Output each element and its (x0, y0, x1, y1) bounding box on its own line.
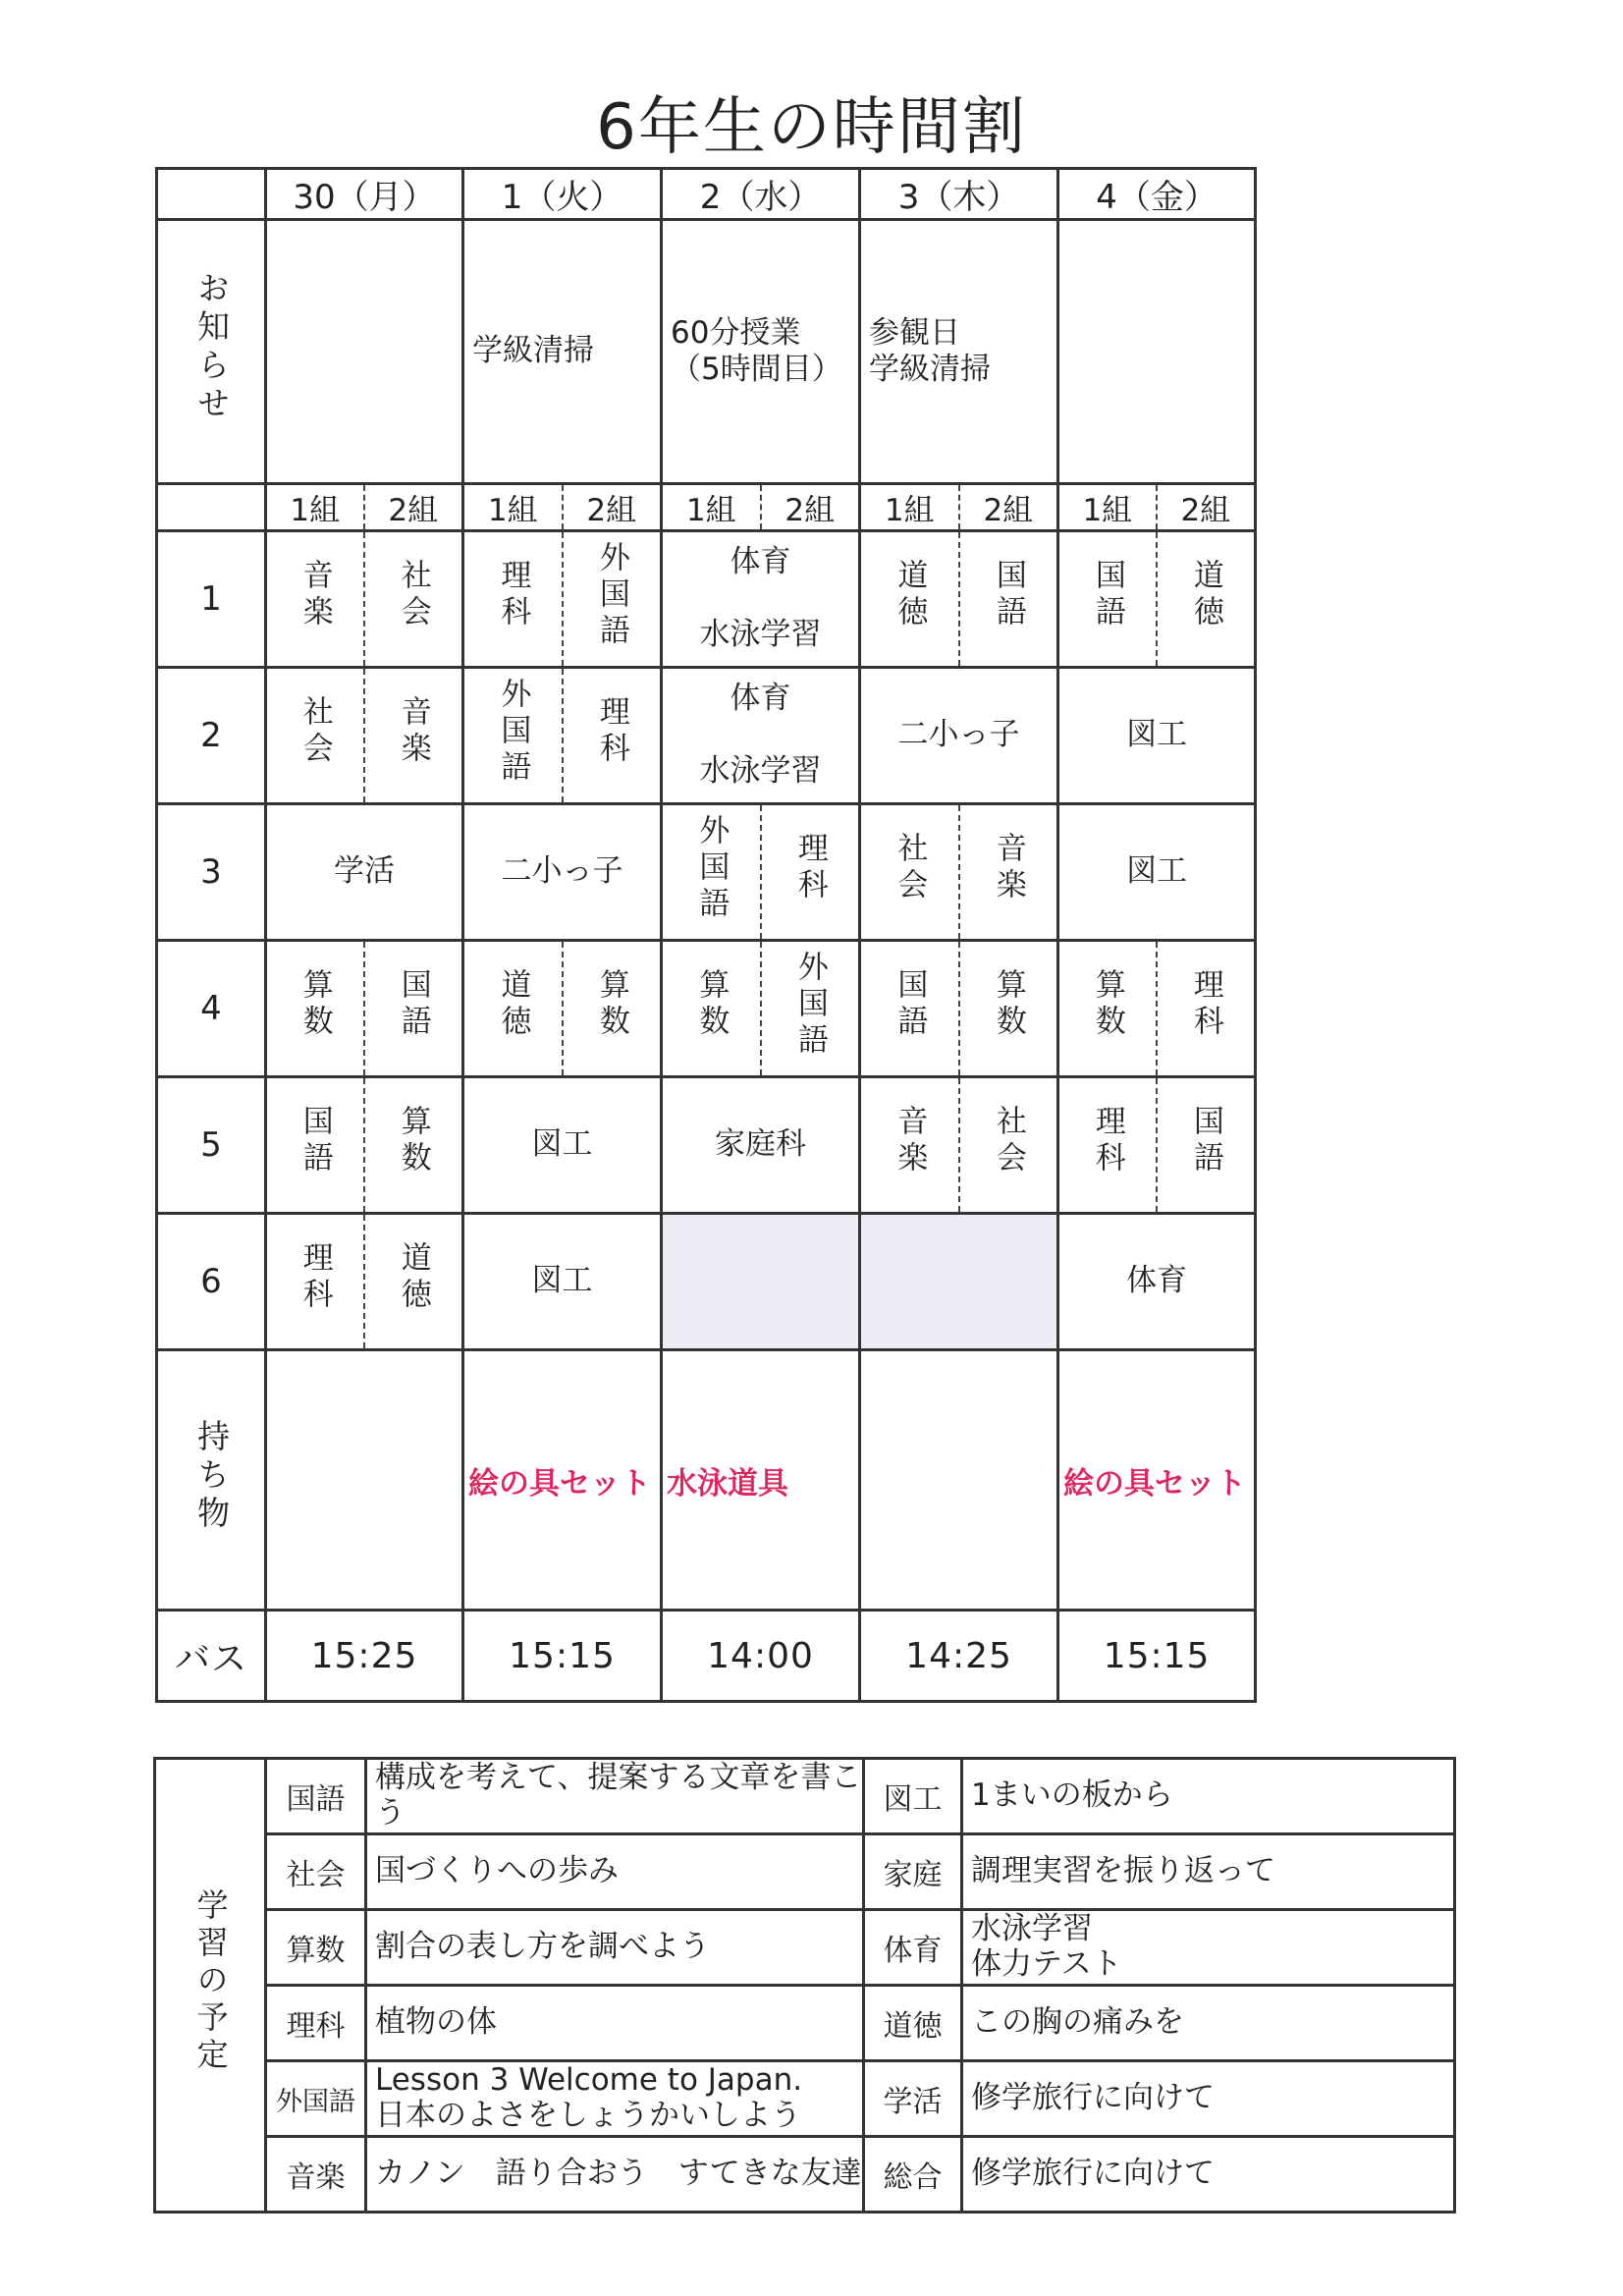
day-header: 4（金） (1058, 169, 1256, 220)
subject-cell (563, 531, 662, 668)
subject-cell (860, 1077, 959, 1214)
plan-content: この胸の痛みを (962, 1986, 1455, 2061)
subject-cell (364, 668, 463, 804)
subject-text: 社会 (395, 559, 431, 631)
timetable (155, 167, 1456, 1703)
bus-time: 15:15 (1058, 1611, 1256, 1702)
subject-cell-combined: 図工 (463, 1077, 662, 1214)
plan-row (155, 1834, 1455, 1910)
subject-text: 音楽 (892, 1105, 928, 1177)
subject-cell (1058, 531, 1157, 668)
bus-time: 15:25 (266, 1611, 463, 1702)
plan-subject: 道徳 (864, 1986, 962, 2061)
subject-text: 算数 (1089, 968, 1125, 1041)
notice-cell: 学級清掃 (463, 220, 662, 484)
plan-subject: 家庭 (864, 1834, 962, 1910)
plan-content: 修学旅行に向けて (962, 2137, 1455, 2213)
class-label-2: 2組 (959, 484, 1058, 531)
subject-cell (860, 804, 959, 941)
subject-text: 道徳 (495, 968, 531, 1041)
subject-cell (860, 531, 959, 668)
subject-cell (266, 1077, 364, 1214)
plan-label (155, 1759, 266, 2213)
plan-row (155, 2137, 1455, 2213)
subject-text: 理科 (495, 559, 531, 631)
class-label-1: 1組 (266, 484, 364, 531)
subject-cell (959, 531, 1058, 668)
subject-cell (662, 941, 761, 1077)
class-label-2: 2組 (563, 484, 662, 531)
subject-cell (1058, 941, 1157, 1077)
subject-text: 社会 (892, 832, 928, 904)
plan-subject: 社会 (266, 1834, 366, 1910)
items-cell (860, 1350, 1058, 1611)
page-title: 6年生の時間割 (596, 91, 1027, 164)
plan-subject: 理科 (266, 1986, 366, 2061)
subject-cell (364, 941, 463, 1077)
subject-text: 算数 (297, 968, 333, 1041)
subject-cell (563, 941, 662, 1077)
subject-cell (266, 941, 364, 1077)
subject-text: 道徳 (395, 1241, 431, 1314)
items-cell: 絵の具セット (463, 1350, 662, 1611)
subject-cell-combined: 学活 (266, 804, 463, 941)
subject-text: 理科 (297, 1241, 333, 1314)
plan-content: 割合の表し方を調べよう (366, 1910, 864, 1986)
subject-cell (1157, 531, 1256, 668)
items-label (157, 1350, 266, 1611)
notice-label (157, 220, 266, 484)
day-header-row (157, 169, 1455, 220)
plan-subject: 体育 (864, 1910, 962, 1986)
margin-cell (1256, 1077, 1455, 1214)
subject-text: 算数 (593, 968, 629, 1041)
subject-text: 外国語 (791, 950, 828, 1060)
notice-label-text: お知らせ (192, 271, 232, 424)
day-header: 30（月） (266, 169, 463, 220)
subject-cell (860, 941, 959, 1077)
subject-cell (959, 1077, 1058, 1214)
plan-subject: 算数 (266, 1910, 366, 1986)
plan-subject: 図工 (864, 1759, 962, 1834)
subject-text: 社会 (990, 1105, 1026, 1177)
subject-cell (364, 1214, 463, 1350)
items-cell: 水泳道具 (662, 1350, 860, 1611)
day-header: 2（水） (662, 169, 860, 220)
bus-time: 14:25 (860, 1611, 1058, 1702)
subject-cell (662, 804, 761, 941)
period-number: 5 (157, 1077, 266, 1214)
period-row (157, 941, 1455, 1077)
period-number: 6 (157, 1214, 266, 1350)
timetable-body (157, 169, 1455, 1702)
subject-text: 国語 (1089, 559, 1125, 631)
subject-text: 算数 (395, 1105, 431, 1177)
plan-subject: 音楽 (266, 2137, 366, 2213)
subject-cell (1157, 941, 1256, 1077)
subject-text: 外国語 (693, 813, 730, 923)
subject-text: 社会 (297, 695, 333, 768)
class-label-1: 1組 (662, 484, 761, 531)
subject-cell (364, 531, 463, 668)
day-header: 1（火） (463, 169, 662, 220)
plan-label-text: 学習の予定 (191, 1887, 230, 2075)
plan-content: 水泳学習 体力テスト (962, 1910, 1455, 1986)
subject-text: 国語 (892, 968, 928, 1041)
notice-row (157, 220, 1455, 484)
plan-content: 構成を考えて、提案する文章を書こう (366, 1759, 864, 1834)
subject-text: 道徳 (1187, 559, 1223, 631)
period-row (157, 668, 1455, 804)
class-label-1: 1組 (1058, 484, 1157, 531)
subject-cell-combined: 図工 (1058, 668, 1256, 804)
margin-cell (1256, 668, 1455, 804)
plan-subject: 国語 (266, 1759, 366, 1834)
bus-time: 14:00 (662, 1611, 860, 1702)
period-row (157, 804, 1455, 941)
margin-cell (1256, 220, 1455, 484)
bus-label: バス (157, 1611, 266, 1702)
class-label-corner (157, 484, 266, 531)
plan-row (155, 1910, 1455, 1986)
subject-text: 理科 (1187, 968, 1223, 1041)
subject-cell (266, 531, 364, 668)
subject-cell (364, 1077, 463, 1214)
class-label-1: 1組 (463, 484, 563, 531)
subject-cell-combined: 二小っ子 (463, 804, 662, 941)
period-row (157, 531, 1455, 668)
class-label-2: 2組 (364, 484, 463, 531)
subject-cell (463, 941, 563, 1077)
subject-cell (1157, 1077, 1256, 1214)
subject-cell (959, 941, 1058, 1077)
subject-text: 国語 (990, 559, 1026, 631)
subject-text: 外国語 (495, 677, 531, 787)
subject-cell (761, 941, 860, 1077)
plan-row (155, 1759, 1455, 1834)
subject-text: 音楽 (990, 832, 1026, 904)
subject-cell-combined: 体育 水泳学習 (662, 668, 860, 804)
plan-content: 修学旅行に向けて (962, 2061, 1455, 2137)
subject-text: 国語 (395, 968, 431, 1041)
class-label-2: 2組 (1157, 484, 1256, 531)
subject-cell-combined: 家庭科 (662, 1077, 860, 1214)
day-header: 3（木） (860, 169, 1058, 220)
period-row (157, 1214, 1455, 1350)
subject-cell-combined: 二小っ子 (860, 668, 1058, 804)
margin-cell (1256, 941, 1455, 1077)
margin-cell (1256, 1611, 1455, 1702)
subject-cell (563, 668, 662, 804)
plan-row (155, 1986, 1455, 2061)
subject-cell (463, 531, 563, 668)
line-gap (663, 717, 858, 754)
notice-cell (1058, 220, 1256, 484)
plan-subject: 総合 (864, 2137, 962, 2213)
subject-cell (761, 804, 860, 941)
subject-cell-combined: 図工 (463, 1214, 662, 1350)
subject-text: 道徳 (892, 559, 928, 631)
empty-shaded-cell (860, 1214, 1058, 1350)
class-label-1: 1組 (860, 484, 959, 531)
plan-subject: 学活 (864, 2061, 962, 2137)
period-number: 2 (157, 668, 266, 804)
line-gap (663, 580, 858, 618)
subject-cell-combined: 体育 水泳学習 (662, 531, 860, 668)
margin-cell (1256, 169, 1455, 220)
notice-cell: 60分授業 （5時間目） (662, 220, 860, 484)
margin-cell (1256, 531, 1455, 668)
subject-text: 国語 (297, 1105, 333, 1177)
plan-content: Lesson 3 Welcome to Japan. 日本のよさをしょうかいしよう (366, 2061, 864, 2137)
plan-subject: 外国語 (266, 2061, 366, 2137)
margin-cell (1256, 1214, 1455, 1350)
subject-cell (463, 668, 563, 804)
bus-row (157, 1611, 1455, 1702)
notice-cell: 参観日 学級清掃 (860, 220, 1058, 484)
class-label-2: 2組 (761, 484, 860, 531)
plan-content: 1まいの板から (962, 1759, 1455, 1834)
subject-cell-combined: 体育 (1058, 1214, 1256, 1350)
subject-text: 国語 (1187, 1105, 1223, 1177)
class-label-row (157, 484, 1455, 531)
subject-text: 理科 (791, 832, 828, 904)
subject-text: 音楽 (395, 695, 431, 768)
plan-content: 国づくりへの歩み (366, 1834, 864, 1910)
margin-cell (1256, 1350, 1455, 1611)
study-plan-table (153, 1757, 1456, 2214)
margin-cell (1256, 804, 1455, 941)
subject-text: 理科 (1089, 1105, 1125, 1177)
subject-text: 算数 (990, 968, 1026, 1041)
bus-time: 15:15 (463, 1611, 662, 1702)
subject-cell (959, 804, 1058, 941)
items-row (157, 1350, 1455, 1611)
subject-text: 外国語 (593, 540, 629, 650)
plan-row (155, 2061, 1455, 2137)
subject-cell (1058, 1077, 1157, 1214)
items-cell (266, 1350, 463, 1611)
subject-cell (266, 668, 364, 804)
period-number: 1 (157, 531, 266, 668)
notice-cell (266, 220, 463, 484)
period-number: 3 (157, 804, 266, 941)
items-label-text: 持ち物 (192, 1418, 232, 1534)
period-number: 4 (157, 941, 266, 1077)
subject-cell-combined: 図工 (1058, 804, 1256, 941)
plan-content: 植物の体 (366, 1986, 864, 2061)
plan-content: 調理実習を振り返って (962, 1834, 1455, 1910)
items-cell: 絵の具セット (1058, 1350, 1256, 1611)
empty-shaded-cell (662, 1214, 860, 1350)
margin-cell (1256, 484, 1455, 531)
subject-text: 音楽 (297, 559, 333, 631)
subject-cell (266, 1214, 364, 1350)
plan-content: カノン 語り合おう すてきな友達 (366, 2137, 864, 2213)
period-row (157, 1077, 1455, 1214)
corner-cell (157, 169, 266, 220)
subject-text: 算数 (693, 968, 730, 1041)
subject-text: 理科 (593, 695, 629, 768)
study-plan-body (155, 1759, 1455, 2213)
